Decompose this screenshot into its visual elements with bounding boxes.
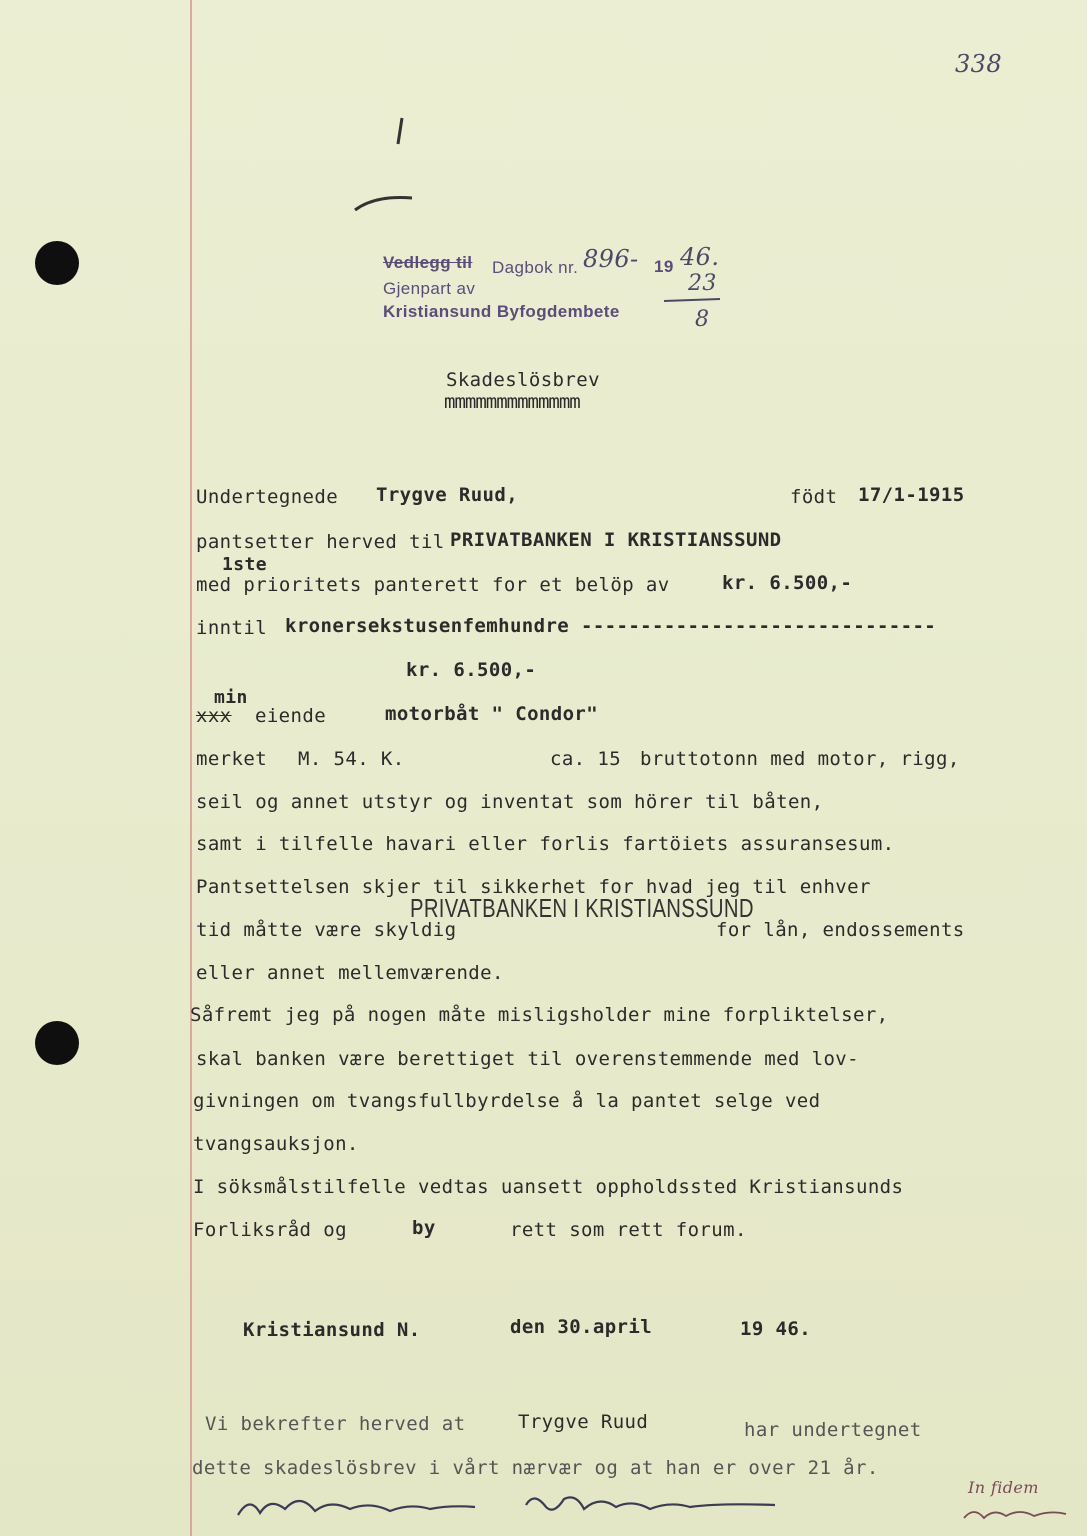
in-fidem: In fidem	[968, 1478, 1039, 1497]
line-3-insert: 1ste	[222, 554, 267, 575]
stamp-line1-struck: Vedlegg til	[383, 253, 473, 272]
page-number: 338	[955, 50, 1003, 78]
witness-line-1-name: Trygve Ruud	[518, 1411, 649, 1433]
line-1-name: Trygve Ruud,	[376, 484, 519, 506]
line-1-a: Undertegnede	[196, 486, 339, 508]
line-3-amount: kr. 6.500,-	[722, 572, 853, 594]
margin-marks	[340, 110, 460, 220]
line-11-a: tid måtte være skyldig	[196, 919, 457, 941]
line-7-d: bruttotonn med motor, rigg,	[640, 748, 960, 770]
line-6-struck: xxx	[196, 705, 232, 727]
line-17: I söksmålstilfelle vedtas uansett oppholdssted Kristiansunds	[193, 1176, 904, 1198]
line-4-words: kronersekstusenfemhundre ------------------------------	[285, 615, 937, 637]
line-11-bank-stamp: PRIVATBANKEN I KRISTIANSSUND	[410, 893, 754, 923]
witness-line-2: dette skadeslösbrev i vårt nærvær og at han er over 21 år.	[192, 1457, 879, 1479]
line-7-b: M. 54. K.	[298, 748, 405, 770]
line-3-a: med prioritets panterett for et belöp av	[196, 574, 670, 596]
line-13: Såfremt jeg på nogen måte misligsholder mine forpliktelser,	[190, 1004, 889, 1026]
stamp-date-month: 8	[695, 307, 710, 332]
line-18-c: rett som rett forum.	[510, 1219, 747, 1241]
line-2-bank: PRIVATBANKEN I KRISTIANSSUND	[450, 529, 782, 551]
place: Kristiansund N.	[243, 1319, 421, 1341]
witness-signature-2	[520, 1485, 780, 1525]
line-14: skal banken være berettiget til overenstemmende med lov-	[196, 1048, 859, 1070]
line-6-insert: min	[214, 687, 248, 708]
punch-hole-bottom	[35, 1021, 79, 1065]
date-a: den 30.april	[510, 1316, 653, 1338]
stamp-line2: Gjenpart av	[383, 279, 476, 298]
line-6-a: eiende	[255, 705, 327, 727]
line-1-date: 17/1-1915	[858, 484, 965, 506]
stamp-year-prefix: 19	[654, 257, 674, 276]
line-2-a: pantsetter herved til	[196, 531, 445, 553]
line-8: seil og annet utstyr og inventat som hörer til båten,	[196, 791, 824, 813]
stamp-date-day: 23	[688, 271, 717, 296]
stamp-line3: Kristiansund Byfogdembete	[383, 302, 620, 321]
line-11-b: for lån, endossements	[716, 919, 965, 941]
line-4-a: inntil	[196, 617, 268, 639]
witness-line-1-b: har undertegnet	[744, 1419, 922, 1441]
line-16: tvangsauksjon.	[193, 1133, 359, 1155]
stamp-year-suffix: 46.	[680, 243, 720, 271]
notary-signature	[960, 1500, 1070, 1528]
line-10: Pantsettelsen skjer til sikkerhet for hvad jeg til enhver	[196, 876, 871, 898]
line-18-a: Forliksråd og	[193, 1219, 347, 1241]
punch-hole-top	[35, 241, 79, 285]
line-7-a: merket	[196, 748, 268, 770]
line-7-c: ca. 15	[550, 748, 622, 770]
margin-line	[190, 0, 192, 1536]
line-15: givningen om tvangsfullbyrdelse å la pantet selge ved	[193, 1090, 821, 1112]
stamp-date-rule	[662, 294, 722, 308]
document-title: Skadeslösbrev	[446, 369, 600, 391]
line-12: eller annet mellemværende.	[196, 962, 504, 984]
title-underline: mmmmmmmmmmmmm	[444, 391, 580, 413]
line-1-born: födt	[790, 486, 838, 508]
witness-signature-1	[230, 1487, 480, 1527]
line-18-b: by	[412, 1217, 436, 1239]
stamp-entry-number: 896-	[583, 245, 639, 273]
stamp-line1: Dagbok nr.	[492, 258, 579, 277]
line-5-amount: kr. 6.500,-	[406, 659, 537, 681]
line-9: samt i tilfelle havari eller forlis fartöiets assuransesum.	[196, 833, 895, 855]
line-6-b: motorbåt " Condor"	[385, 703, 599, 725]
witness-line-1-a: Vi bekrefter herved at	[205, 1413, 466, 1435]
date-b: 19 46.	[740, 1318, 812, 1340]
